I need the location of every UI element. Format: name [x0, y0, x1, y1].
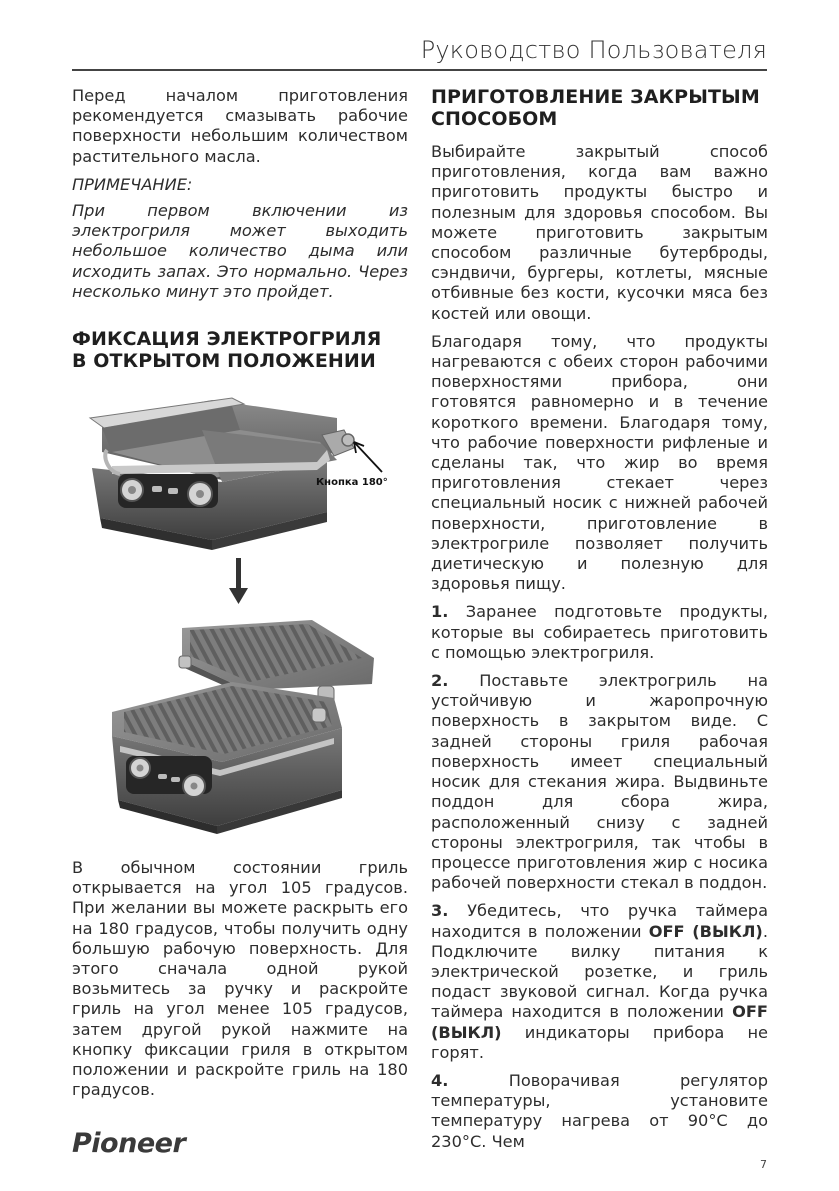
- left-column: [72, 86, 408, 372]
- step-4: [431, 1071, 768, 1152]
- section-heading-fixation: [72, 328, 408, 372]
- heading-line: СПОСОБОМ: [431, 108, 558, 130]
- note-label: ПРИМЕЧАНИЕ:: [72, 174, 193, 194]
- brand-logo: Pioneer: [72, 1128, 186, 1159]
- heading-line: ФИКСАЦИЯ ЭЛЕКТРОГРИЛЯ: [72, 328, 382, 351]
- heading-line: В ОТКРЫТОМ ПОЛОЖЕНИИ: [72, 350, 376, 373]
- step-number: 1.: [431, 602, 449, 622]
- grill-open-105-image: [90, 398, 388, 550]
- grill-illustration: [72, 390, 408, 860]
- step-number: 3.: [431, 901, 449, 921]
- fixation-body-paragraph: В обычном состоянии гриль открывается на угол 105 градусов. При желании вы можете раскрыть его на 180 градусов, чтобы получить одну большую рабочую поверхность. Для этого сначала одной рукой возьмитесь за ручку и раскройте гриль на угол менее 105 градусов, затем другой рукой нажмите на кнопку фиксации гриля в открытом положении и раскройте гриль на 180 градусов.: [72, 858, 408, 1100]
- closed-cooking-paragraph-1: Выбирайте закрытый способ приготовления, когда вам важно приготовить продукты быстро и полезным для здоровья способом. Вы можете приготовить закрытым способом различные бутерброды, сэндвичи, бургеры, котлеты, мясные отбивные без кости, кусочки мяса без костей или овощи.: [431, 142, 768, 323]
- step-3: [431, 901, 768, 1063]
- closed-cooking-paragraph-2: Благодаря тому, что продукты нагреваются с обеих сторон рабочими поверхностями прибора, они готовятся равномерно и в течение короткого времени. Благодаря тому, что рабочие поверхности рифленые и сделаны так, что жир во время приготовления стекает через специальный носик с нижней рабочей поверхности, приготовление в электрогриле позволяет получить диетическую и полезную для здоровья пищу.: [431, 331, 768, 594]
- step-2: [431, 671, 768, 893]
- step-text: . Подключите вилку питания к электрической розетке, и гриль подаст звуковой сигнал. Когда ручка таймера находится в положении: [431, 921, 768, 1022]
- grill-open-180-image: [112, 620, 374, 834]
- step-number: 2.: [431, 671, 449, 691]
- section-heading-closed-cooking: [431, 86, 768, 130]
- step-text: Убедитесь, что ручка таймера находится в положении: [431, 901, 768, 941]
- heading-line: ПРИГОТОВЛЕНИЕ ЗАКРЫТЫМ: [431, 86, 760, 108]
- off-label: OFF (ВЫКЛ): [648, 921, 763, 941]
- step-text: Поставьте электрогриль на устойчивую и жаропрочную поверхность в закрытом виде. С задней стороны гриля рабочая поверхность имеет специальный носик для стекания жира. Выдвиньте поддон для сбора жира, расположенный снизу с задней стороны электрогриля, так чтобы в процессе приготовления жир с носика рабочей поверхности стекал в поддон.: [431, 671, 768, 893]
- page-number: 7: [760, 1158, 767, 1171]
- step-text: Заранее подготовьте продукты, которые вы собираетесь приготовить с помощью электрогриля.: [431, 602, 768, 662]
- header-divider: [72, 69, 767, 71]
- left-body-section: [72, 858, 408, 1100]
- page-header-title: Руководство Пользователя: [420, 36, 767, 64]
- button-180-label: Кнопка 180°: [316, 477, 388, 488]
- down-arrow-icon: [229, 558, 248, 604]
- intro-paragraph: Перед началом приготовления рекомендуется смазывать рабочие поверхности небольшим количеством растительного масла.: [72, 86, 408, 166]
- step-1: [431, 602, 768, 663]
- step-number: 4.: [431, 1070, 449, 1090]
- step-text: Поворачивая регулятор температуры, установите температуру нагрева от 90°C до 230°C. Чем: [431, 1070, 768, 1151]
- off-label: OFF (ВЫКЛ): [431, 1002, 768, 1042]
- right-column: [431, 86, 768, 1152]
- note-text: При первом включении из электрогриля может выходить небольшое количество дыма или исходить запах. Это нормально. Через несколько минут это пройдет.: [72, 201, 408, 301]
- step-text: индикаторы прибора не горят.: [431, 1022, 768, 1062]
